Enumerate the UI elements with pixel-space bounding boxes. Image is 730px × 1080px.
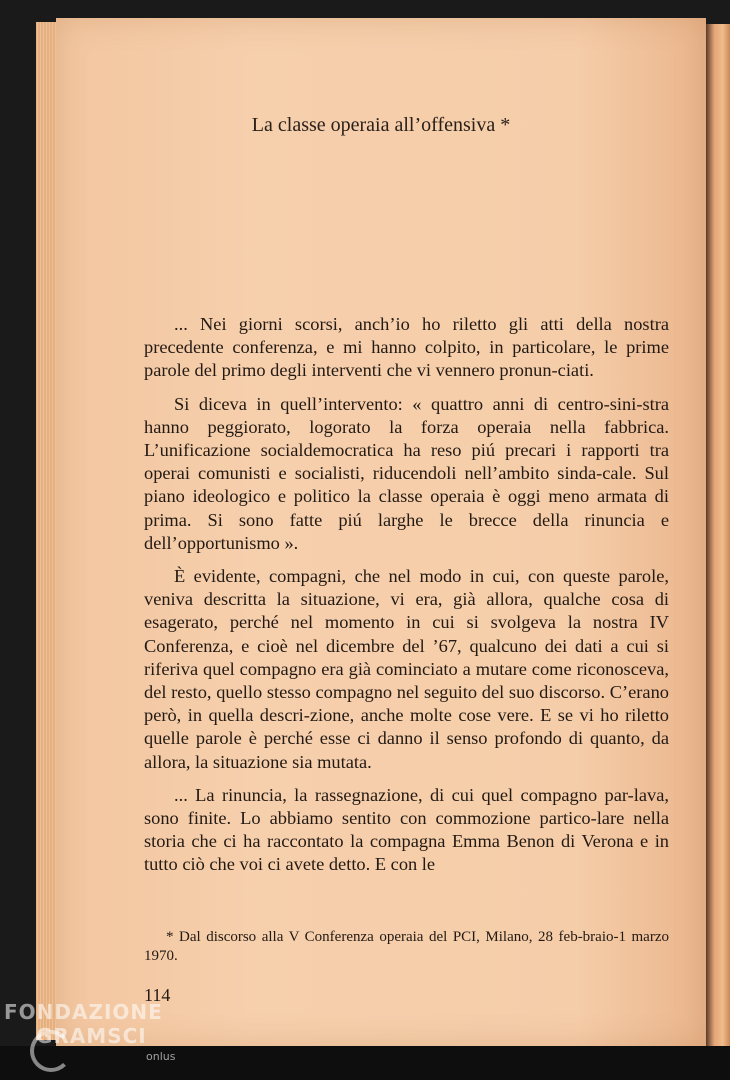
facing-page-edge [706, 24, 730, 1054]
chapter-title: La classe operaia all’offensiva * [251, 114, 511, 136]
page-number: 114 [144, 985, 171, 1005]
watermark-line1: FONDAZIONE [4, 1000, 163, 1024]
paragraph-2: Si diceva in quell’intervento: « quattro anni di centro-sini-stra hanno peggiorato, logorato la forza operaia nella fabbrica. L’unificazione socialdemocratica ha reso piú precari i rapporti tra operai comunisti e socialisti, riducendoli nell’ambito sinda-cale. Sul piano ideologico e politico la classe operaia è oggi meno armata di prima. Si sono fatte piú larghe le brecce della rinuncia e dell’opportunismo ». [144, 393, 669, 553]
paragraph-3: È evidente, compagni, che nel modo in cui, con queste parole, veniva descritta la situazione, vi era, già allora, qualche cosa di esagerato, perché nel momento in cui si svolgeva la nostra IV Conferenza, e cioè nel dicembre del ’67, qualcuno dei dati a cui si riferiva quel compagno era già cominciato a mutare come riconosceva, del resto, quello stesso compagno nel seguito del suo discorso. C’erano però, in quella descri-zione, anche molte cose vere. E se vi ho riletto quelle parole è perché esse ci danno il senso profondo di quanto, da allora, la situazione sia mutata. [144, 566, 669, 772]
paragraph-4: ... La rinuncia, la rassegnazione, di cui quel compagno par-lava, sono finite. Lo abbiamo sentito con commozione partico-lare nella storia che ci ha raccontato la compagna Emma Benon di Verona e in tutto ciò che voi ci avete detto. E con le [144, 784, 669, 875]
paragraph-1: ... Nei giorni scorsi, anch’io ho riletto gli atti della nostra precedente conferenza, e mi hanno colpito, in particolare, le prime parole del primo degli interventi che vi vennero pronun-ciati. [144, 314, 669, 381]
scan-background [0, 1046, 730, 1080]
watermark-line2: GRAMSCI [36, 1024, 147, 1048]
footnote: * Dal discorso alla V Conferenza operaia del PCI, Milano, 28 feb-braio-1 marzo 1970. [144, 929, 669, 964]
body-text [144, 313, 669, 887]
watermark-sub: onlus [146, 1050, 176, 1063]
page-stack-edge [36, 22, 58, 1040]
